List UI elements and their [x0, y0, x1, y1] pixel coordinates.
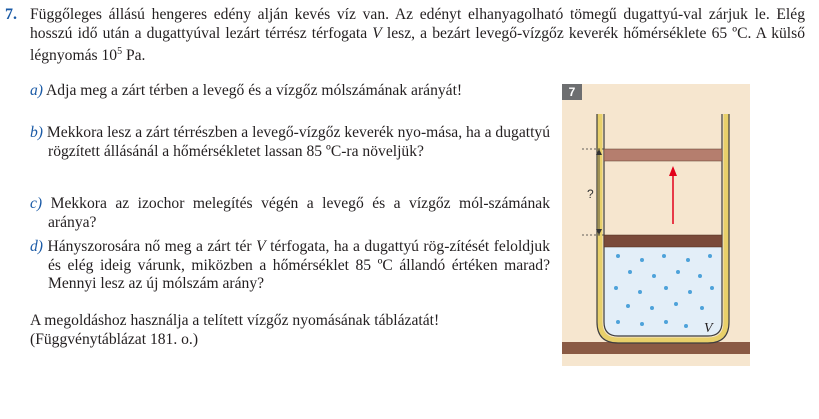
volume-symbol: V [372, 24, 382, 42]
question-letter: a) [30, 82, 43, 99]
bubble [652, 274, 656, 278]
intro-text-3: Pa. [122, 47, 146, 65]
bubble [684, 324, 688, 328]
volume-label: V [704, 321, 713, 336]
piston-initial [604, 149, 722, 161]
bubble [710, 286, 714, 290]
motion-arrow-head [669, 166, 677, 176]
problem-intro [30, 6, 805, 66]
question-text-1: Hányszorosára nő meg a zárt tér [47, 238, 257, 255]
question-text-2: térfogata, ha a dugattyú rög-zítését feloldjuk és elég ideig várunk, miközben a hőmérséklet 85 ºC állandó értéken marad? Mennyi lesz az új mólszám arány? [48, 238, 550, 293]
cylinder-figure [562, 84, 750, 366]
bubble [674, 302, 678, 306]
bubble [698, 274, 702, 278]
piston-final [604, 235, 722, 247]
bubble [616, 320, 620, 324]
bubble [614, 286, 618, 290]
question-a [30, 82, 550, 101]
question-text: Mekkora az izochor melegítés végén a levegő és a vízgőz mól-számának aránya? [48, 195, 550, 231]
question-letter: c) [30, 195, 43, 212]
bubble [688, 290, 692, 294]
bubble [664, 286, 668, 290]
question-d [30, 238, 550, 294]
bubble [650, 306, 654, 310]
bubble [700, 306, 704, 310]
question-b [30, 124, 550, 161]
question-letter: d) [30, 238, 43, 255]
bubble [640, 322, 644, 326]
bubble [638, 290, 642, 294]
bubble [616, 254, 620, 258]
bubble [708, 254, 712, 258]
question-letter: b) [30, 124, 43, 141]
intro-text-2: lesz, a bezárt levegő-vízgőz keverék hőmérséklete 65 ºC. A külső légnyomás 10 [30, 24, 805, 65]
bubble [664, 320, 668, 324]
bubble [662, 254, 666, 258]
figure-number-badge: 7 [562, 84, 582, 100]
question-text: Adja meg a zárt térben a levegő és a vízgőz mólszámának arányát! [46, 82, 463, 99]
question-c [30, 195, 550, 232]
pressure-exponent: 5 [117, 46, 123, 58]
closing-note [30, 312, 570, 349]
ground [562, 342, 750, 354]
bubble [640, 258, 644, 262]
closing-line-2: (Függvénytáblázat 181. o.) [30, 330, 199, 348]
bubble [626, 304, 630, 308]
question-text: Mekkora lesz a zárt térrészben a levegő-vízgőz keverék nyo-mása, ha a dugattyú rögzített állásánál a hőmérsékletet lassan 85 ºC-ra növeljük? [46, 124, 551, 160]
bubble [628, 270, 632, 274]
height-question-mark: ? [587, 187, 594, 201]
bubble [676, 270, 680, 274]
problem-number: 7. [5, 6, 17, 23]
bubble [686, 258, 690, 262]
volume-symbol: V [256, 238, 266, 255]
closing-line-1: A megoldáshoz használja a telített vízgőz nyomásának táblázatát! [30, 312, 440, 329]
intro-text-1: Függőleges állású hengeres edény alján kevés víz van. Az edényt elhanyagolható tömegű dugattyú-val zárjuk le. Elég hosszú idő után a dugattyúval lezárt térrész térfogata [30, 6, 805, 42]
